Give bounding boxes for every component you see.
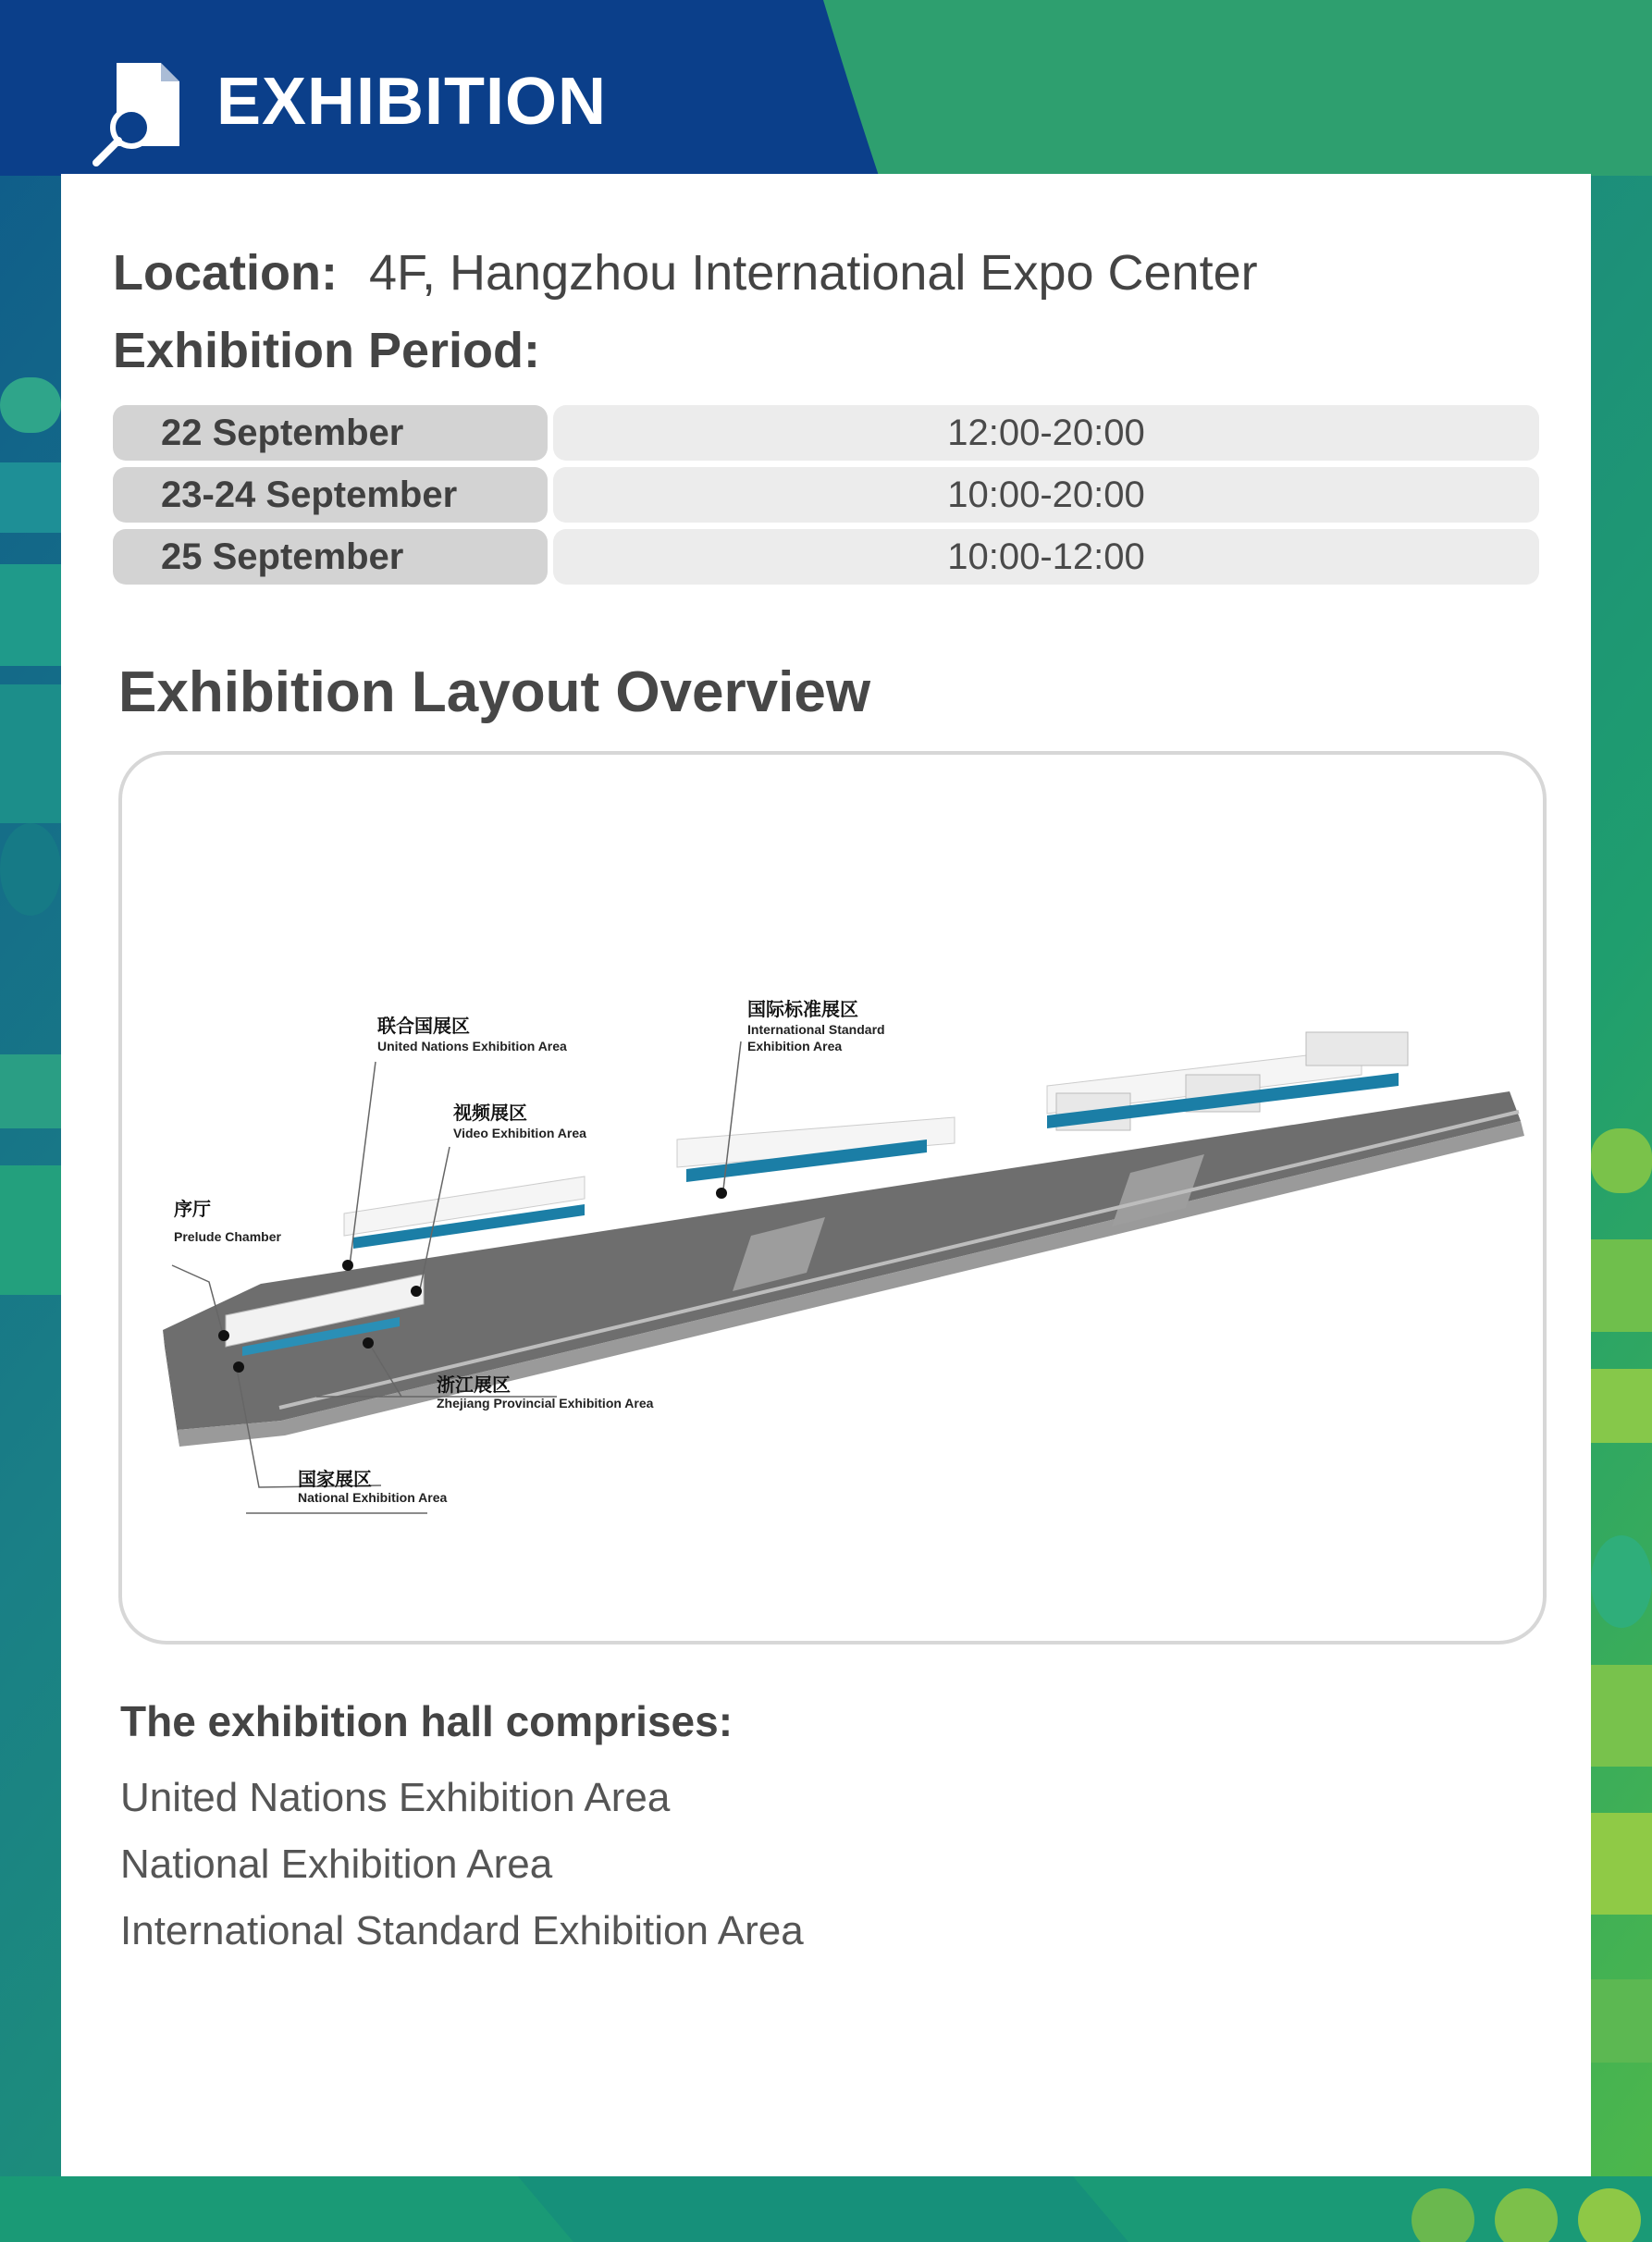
label-prelude bbox=[174, 1198, 281, 1244]
page-title: EXHIBITION bbox=[216, 65, 608, 139]
label-en: Exhibition Area bbox=[747, 1039, 843, 1053]
schedule-time: 12:00-20:00 bbox=[553, 405, 1539, 461]
document-search-icon bbox=[91, 59, 183, 168]
label-zh: 浙江展区 bbox=[437, 1375, 511, 1396]
location-value: 4F, Hangzhou International Expo Center bbox=[368, 245, 1258, 301]
schedule-date: 25 September bbox=[113, 529, 548, 585]
schedule-date: 22 September bbox=[113, 405, 548, 461]
schedule-row bbox=[113, 529, 1539, 585]
comprises-list bbox=[120, 1765, 804, 1965]
schedule-table bbox=[113, 405, 1539, 591]
label-zh: 视频展区 bbox=[453, 1103, 527, 1124]
comprises-title: The exhibition hall comprises: bbox=[120, 1697, 734, 1745]
label-en: International Standard bbox=[747, 1022, 885, 1037]
floor-slab bbox=[163, 1032, 1524, 1447]
label-zhejiang bbox=[437, 1374, 654, 1410]
label-en: National Exhibition Area bbox=[298, 1490, 448, 1505]
period-label: Exhibition Period: bbox=[113, 323, 541, 378]
label-zh: 国家展区 bbox=[298, 1470, 372, 1490]
layout-map-frame bbox=[118, 751, 1547, 1645]
label-zh: 联合国展区 bbox=[377, 1016, 470, 1037]
label-national bbox=[298, 1468, 447, 1505]
schedule-date: 23-24 September bbox=[113, 467, 548, 523]
label-en: United Nations Exhibition Area bbox=[377, 1039, 567, 1053]
label-united-nations bbox=[377, 1015, 567, 1053]
label-en: Video Exhibition Area bbox=[453, 1126, 586, 1140]
floor-plan-diagram bbox=[122, 755, 1543, 1641]
label-en: Prelude Chamber bbox=[174, 1229, 281, 1244]
list-item: United Nations Exhibition Area bbox=[120, 1775, 671, 1820]
schedule-time: 10:00-20:00 bbox=[553, 467, 1539, 523]
label-en: Zhejiang Provincial Exhibition Area bbox=[437, 1396, 654, 1410]
label-zh: 序厅 bbox=[174, 1200, 211, 1220]
schedule-row bbox=[113, 467, 1539, 523]
label-zh: 国际标准展区 bbox=[747, 1000, 858, 1020]
schedule-time: 10:00-12:00 bbox=[553, 529, 1539, 585]
layout-title: Exhibition Layout Overview bbox=[118, 660, 871, 724]
label-video bbox=[452, 1103, 586, 1140]
location-line bbox=[113, 245, 1258, 301]
list-item: National Exhibition Area bbox=[120, 1842, 553, 1887]
schedule-row bbox=[113, 405, 1539, 461]
location-label: Location: bbox=[113, 245, 338, 301]
list-item: International Standard Exhibition Area bbox=[120, 1908, 804, 1953]
label-international-standard bbox=[747, 998, 885, 1053]
